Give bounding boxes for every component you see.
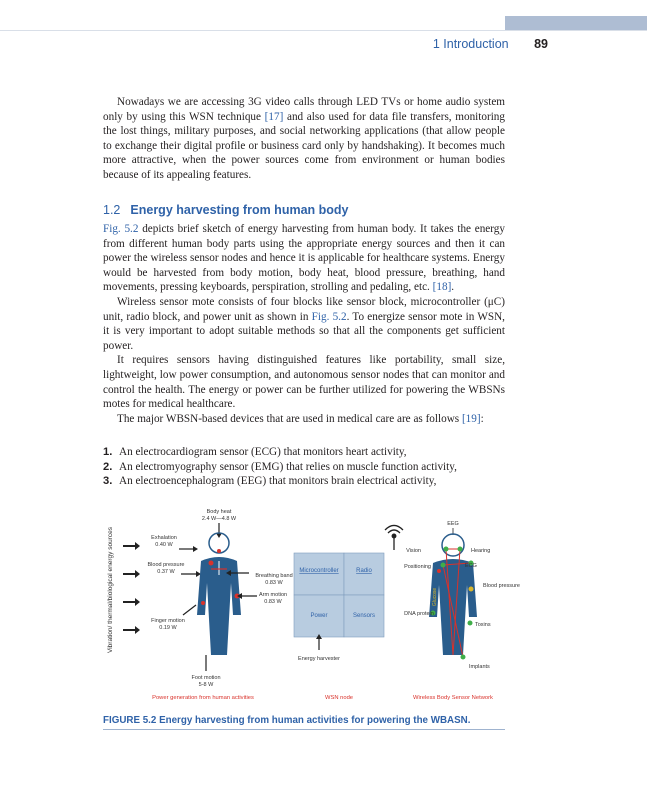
- label-body-heat: Body heat: [206, 509, 232, 515]
- microcontroller-label: Microcontroller: [299, 568, 339, 574]
- header-rule: [0, 30, 647, 31]
- section-title: Energy harvesting from human body: [130, 203, 349, 217]
- radio-label: Radio: [356, 568, 372, 574]
- caption-power-generation: Power generation from human activities: [152, 695, 254, 701]
- list-text: An electroencephalogram (EEG) that monitors brain electrical activity,: [119, 475, 437, 488]
- label-foot-motion-val: 5-8 W: [198, 682, 214, 688]
- para3: It requires sensors having distinguished features like portability, small size, lightweight, low power consumption, and autonomous sensor nodes that can monitor and control the health. The energy or power can be further utilized for powering the WBSNs motes for medical healthcare.: [103, 354, 505, 411]
- label-blood-pressure-right: Blood pressure: [483, 583, 520, 589]
- vertical-label: Vibration/ thermal/biological energy sources: [107, 527, 114, 653]
- para1-text: depicts brief sketch of energy harvesting from human body. It takes the energy from different human body parts using the appropriate energy sources and then it can power the wireless sensor nodes and hence it is applicable for healthcare systems. Energy would be harvested from body motion, body heat, blood pressure, breathing, hand movements, pressing keyboards, perspiration, strolling and pedaling, etc.: [103, 223, 505, 294]
- device-list: [103, 445, 513, 489]
- list-text: An electromyography sensor (EMG) that relies on muscle function activity,: [119, 460, 457, 473]
- power-label: Power: [310, 613, 328, 619]
- citation-17[interactable]: [17]: [264, 110, 284, 123]
- block-microcontroller: [294, 553, 344, 595]
- label-finger-motion-val: 0.19 W: [159, 625, 177, 631]
- intro-text: Nowadays we are accessing 3G video calls through LED TVs or home audio system only by using this WSN technique: [103, 96, 505, 123]
- section-number: 1.2: [103, 203, 121, 217]
- list-number: 3.: [103, 475, 113, 488]
- para4-text: The major WBSN-based devices that are used in medical care are as follows: [117, 412, 462, 425]
- label-finger-motion: Finger motion: [151, 618, 185, 624]
- label-toxins: Toxins: [475, 622, 491, 628]
- label-body-heat-val: 2.4 W—4.8 W: [201, 516, 237, 522]
- sensors-label: Sensors: [352, 613, 376, 619]
- label-exhalation-val: 0.40 W: [155, 542, 173, 548]
- section-heading: [103, 203, 348, 217]
- caption-wsn-node: WSN node: [324, 695, 354, 701]
- label-exhalation: Exhalation: [151, 535, 177, 541]
- label-positioning: Positioning: [404, 564, 431, 570]
- label-breathing-band: Breathing band: [255, 573, 293, 579]
- list-number: 2.: [103, 460, 113, 473]
- wsn-node: [294, 553, 384, 662]
- top-bar: [0, 16, 505, 28]
- list-item: [103, 445, 513, 460]
- label-blood-pressure-val: 0.37 W: [157, 569, 175, 575]
- figure-link-2[interactable]: Fig. 5.2: [311, 310, 347, 323]
- figure-link[interactable]: Fig. 5.2: [103, 223, 139, 235]
- label-breathing-band-val: 0.83 W: [265, 580, 283, 586]
- energy-harvester-label: Energy harvester: [298, 656, 340, 662]
- page-number: 89: [534, 37, 548, 51]
- label-arm-motion: Arm motion: [258, 592, 288, 598]
- intro-paragraph: [103, 95, 505, 183]
- para2-text: Wireless sensor mote consists of four blocks like sensor block, microcontroller (μC) unit, radio block, and power unit as shown in: [103, 295, 505, 323]
- para2-text-2: . To energize sensor mote in WSN, it is very important to adopt suitable methods so that all the components get sufficient power.: [103, 310, 505, 352]
- list-item: [103, 460, 513, 475]
- list-number: 1.: [103, 446, 113, 458]
- label-dna-protein: DNA protein: [404, 611, 434, 617]
- block-radio: [344, 553, 384, 595]
- citation-19[interactable]: [19]: [461, 412, 481, 425]
- para4-end: :: [480, 412, 484, 425]
- label-arm-motion-val: 0.83 W: [264, 599, 282, 605]
- citation-18[interactable]: [18]: [432, 281, 452, 294]
- source-arrows: [123, 542, 140, 634]
- label-hearing: Hearing: [471, 548, 491, 554]
- label-eeg: EEG: [447, 521, 459, 527]
- label-implants: Implants: [469, 664, 490, 670]
- label-ecg: ECG: [465, 563, 477, 569]
- label-vision: Vision: [406, 548, 421, 554]
- label-foot-motion: Foot motion: [191, 675, 221, 681]
- section-body: [103, 222, 505, 426]
- caption-rule: [103, 729, 505, 730]
- figure-diagram: [103, 505, 520, 715]
- label-blood-pressure: Blood pressure: [147, 562, 185, 568]
- wireless-icon: [385, 526, 403, 551]
- chapter-title: 1 Introduction: [432, 37, 509, 51]
- list-text: An electrocardiogram sensor (ECG) that monitors heart activity,: [119, 446, 407, 458]
- figure-5-2: [103, 505, 520, 715]
- list-item: [103, 474, 513, 489]
- running-head: [0, 37, 548, 51]
- intro-text-2: and also used for data file transfers, monitoring the lost things, military purposes, and social networking applications (that allow people to exchange their digital profile or business card only by handshaking). It becomes much more attractive, when the power sources come from environment or human bodies because of its appealing features.: [103, 110, 505, 181]
- caption-wbsn: Wireless Body Sensor Network: [413, 695, 493, 701]
- figure-caption: FIGURE 5.2 Energy harvesting from human activities for powering the WBASN.: [103, 715, 471, 726]
- human-figure-left: [197, 533, 241, 655]
- header-accent-bar: [505, 16, 647, 30]
- label-glucose: Glucose: [432, 587, 438, 607]
- para1-end: .: [451, 281, 455, 294]
